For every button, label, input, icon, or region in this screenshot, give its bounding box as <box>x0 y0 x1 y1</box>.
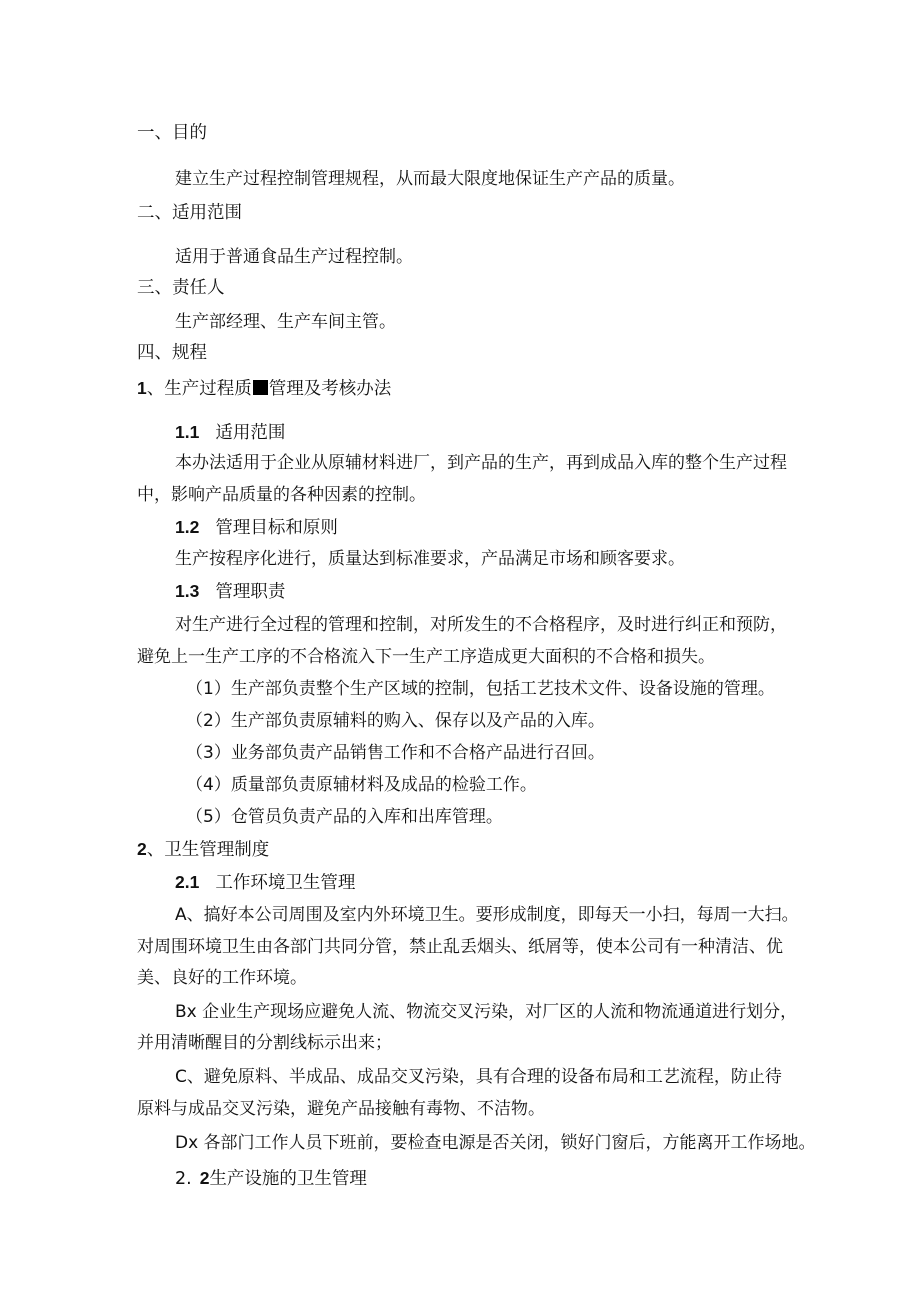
section-heading-purpose: 一、目的 <box>137 123 207 143</box>
subsection-1-title-b: 管理及考核办法 <box>268 379 392 399</box>
clause-2-2-label: 生产设施的卫生管理 <box>209 1169 367 1189</box>
section-heading-scope: 二、适用范围 <box>137 203 242 223</box>
clause-2-2-title <box>175 1167 367 1190</box>
subsection-2-number: 2 <box>137 839 147 859</box>
duty-item: （2）生产部负责原辅料的购入、保存以及产品的入库。 <box>186 711 605 731</box>
duty-item: （1）生产部负责整个生产区域的控制，包括工艺技术文件、设备设施的管理。 <box>186 679 775 699</box>
clause-1-1-text-line-2: 中，影响产品质量的各种因素的控制。 <box>137 485 426 505</box>
clause-1-1-label: 适用范围 <box>215 423 286 443</box>
subsection-2-title <box>137 838 269 861</box>
subsection-1-title <box>137 377 391 400</box>
purpose-text: 建立生产过程控制管理规程，从而最大限度地保证生产产品的质量。 <box>175 169 685 189</box>
subsection-2-label: 、卫生管理制度 <box>146 840 270 860</box>
clause-1-1-number: 1.1 <box>175 422 200 442</box>
duty-item: （4）质量部负责原辅材料及成品的检验工作。 <box>186 775 537 795</box>
clause-1-1-title <box>175 421 285 444</box>
clause-2-1-a-line-1: A、搞好本公司周围及室内外环境卫生。要形成制度，即每天一小扫，每周一大扫。 <box>175 905 799 925</box>
clause-2-1-number: 2.1 <box>175 872 200 892</box>
clause-1-2-label: 管理目标和原则 <box>215 518 338 538</box>
subsection-1-title-a: 、生产过程质 <box>146 379 252 399</box>
subsection-1-number: 1 <box>137 378 147 398</box>
clause-2-1-b-line-1: Bx 企业生产现场应避免人流、物流交叉污染，对厂区的人流和物流通道进行划分， <box>175 1002 798 1022</box>
clause-2-1-title <box>175 871 355 894</box>
responsible-text: 生产部经理、生产车间主管。 <box>175 312 396 332</box>
clause-2-1-b-line-2: 并用清晰醒目的分割线标示出来； <box>137 1033 392 1053</box>
clause-1-2-number: 1.2 <box>175 517 200 537</box>
clause-1-3-title <box>175 580 285 603</box>
clause-1-3-number: 1.3 <box>175 581 200 601</box>
clause-2-1-d-line-1: Dx 各部门工作人员下班前，要检查电源是否关闭，锁好门窗后，方能离开工作场地。 <box>175 1133 816 1153</box>
clause-1-2-title <box>175 516 338 539</box>
clause-2-1-a-line-2: 对周围环境卫生由各部门共同分管，禁止乱丢烟头、纸屑等，使本公司有一种清洁、优 <box>137 937 783 957</box>
duty-item: （3）业务部负责产品销售工作和不合格产品进行召回。 <box>186 743 605 763</box>
scope-text: 适用于普通食品生产过程控制。 <box>175 247 413 267</box>
clause-2-1-label: 工作环境卫生管理 <box>215 873 356 893</box>
clause-2-2-number-b: 2 <box>199 1168 210 1188</box>
clause-1-3-text-line-2: 避免上一生产工序的不合格流入下一生产工序造成更大面积的不合格和损失。 <box>137 647 715 667</box>
redaction-block <box>253 380 268 395</box>
clause-1-3-text-line-1: 对生产进行全过程的管理和控制，对所发生的不合格程序，及时进行纠正和预防， <box>175 615 787 635</box>
section-heading-responsible: 三、责任人 <box>137 278 225 298</box>
clause-1-1-text-line-1: 本办法适用于企业从原辅材料进厂，到产品的生产，再到成品入库的整个生产过程 <box>175 453 787 473</box>
clause-2-1-a-line-3: 美、良好的工作环境。 <box>137 968 307 988</box>
duty-item: （5）仓管员负责产品的入库和出库管理。 <box>186 807 503 827</box>
clause-2-1-c-line-1: C、避免原料、半成品、成品交叉污染，具有合理的设备布局和工艺流程，防止待 <box>175 1067 782 1087</box>
clause-1-3-label: 管理职责 <box>215 582 286 602</box>
clause-1-2-text: 生产按程序化进行，质量达到标准要求，产品满足市场和顾客要求。 <box>175 549 685 569</box>
clause-2-1-c-line-2: 原料与成品交叉污染，避免产品接触有毒物、不洁物。 <box>137 1099 545 1119</box>
section-heading-procedure: 四、规程 <box>137 343 207 363</box>
clause-2-2-number-a: 2. <box>175 1169 192 1189</box>
